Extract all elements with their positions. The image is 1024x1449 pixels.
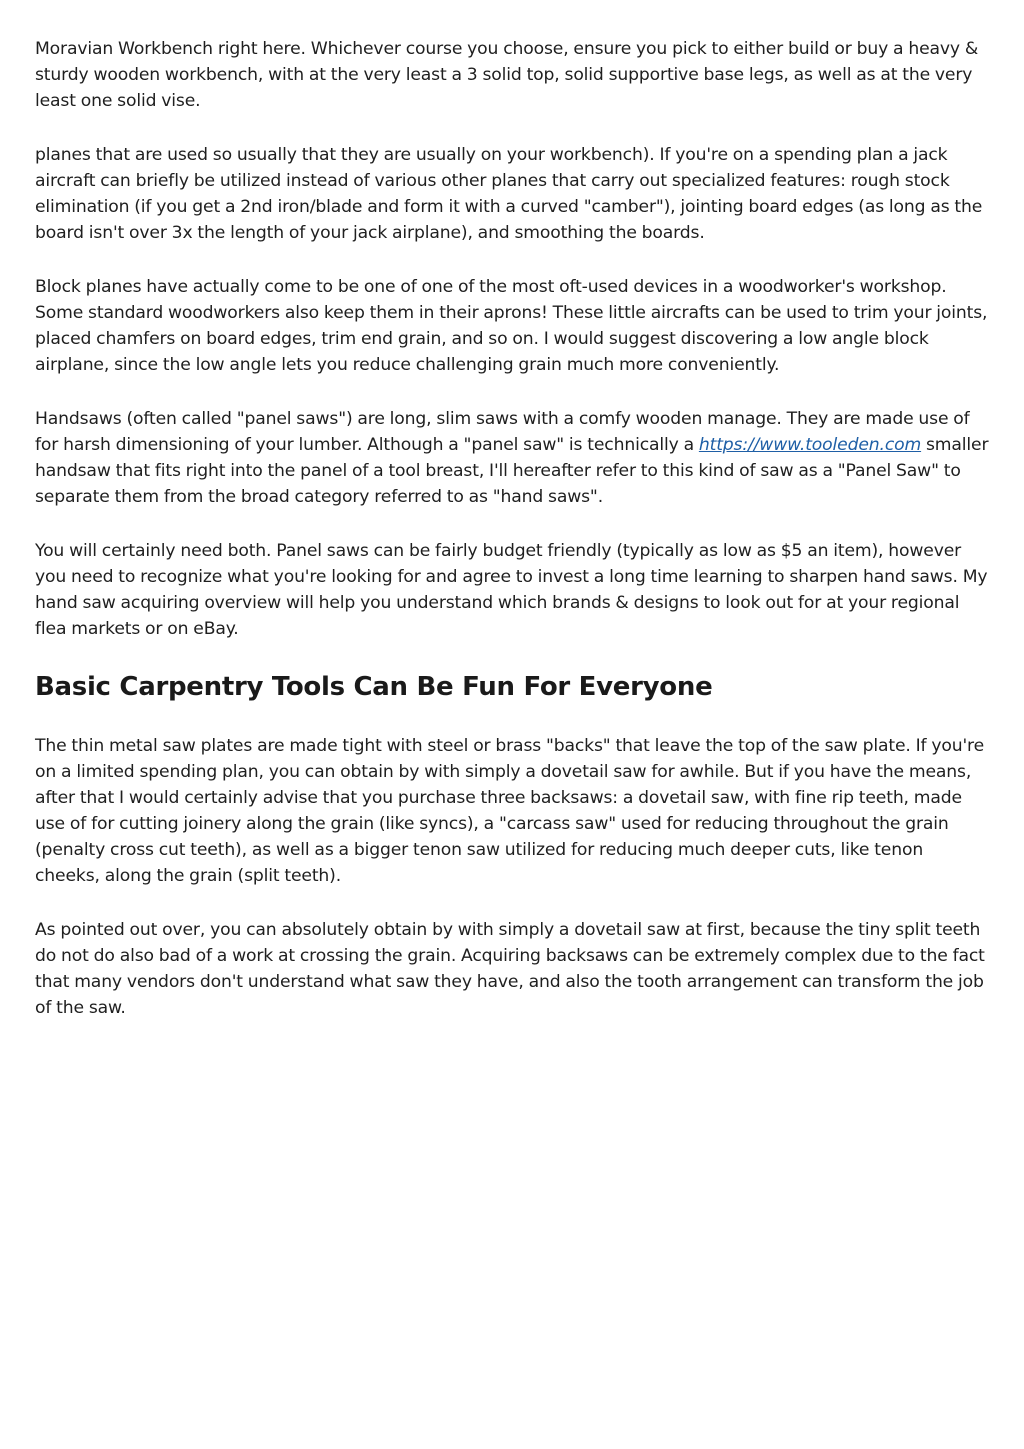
paragraph-workbench: Moravian Workbench right here. Whichever course you choose, ensure you pick to either build or buy a heavy & sturdy wooden workbench, with at the very least a 3 solid top, solid supportive base legs, as well as at the very least one solid vise. (35, 39, 979, 111)
paragraph-backsaws: The thin metal saw plates are made tight with steel or brass "backs" that leave the top of the saw plate. If you're on a limited spending plan, you can obtain by with simply a dovetail saw for awhile. But if you have the means, after that I would certainly advise that you purchase three backsaws: a dovetail saw, with fine rip teeth, made use of for cutting joinery along the grain (like syncs), a "carcass saw" used for reducing throughout the grain (penalty cross cut teeth), as well as a bigger tenon saw utilized for reducing much deeper cuts, like tenon cheeks, along the grain (split teeth). (35, 736, 985, 886)
handsaw-text-before-link: Handsaws (often called "panel saws") are long, slim saws with a comfy wooden manage. They are made use of for harsh dimensioning of your lumber. Although a "panel saw" is technically a (35, 409, 970, 455)
paragraph-block-planes: Block planes have actually come to be one of one of the most oft-used devices in a woodworker's workshop. Some standard woodworkers also keep them in their aprons! These little aircrafts can be used to trim your joints, placed chamfers on board edges, trim end grain, and so on. I would suggest discovering a low angle block airplane, since the low angle lets you reduce challenging grain much more conveniently. (35, 277, 988, 375)
section-heading: Basic Carpentry Tools Can Be Fun For Everyone (35, 672, 713, 702)
paragraph-dovetail-saw: As pointed out over, you can absolutely obtain by with simply a dovetail saw at first, because the tiny split teeth do not do also bad of a work at crossing the grain. Acquiring backsaws can be extremely complex due to the fact that many vendors don't understand what saw they have, and also the tooth arrangement can transform the job of the saw. (35, 920, 985, 1018)
document-page (35, 36, 990, 1049)
paragraph-panel-saw-budget: You will certainly need both. Panel saws can be fairly budget friendly (typically as low as $5 an item), however you need to recognize what you're looking for and agree to invest a long time learning to sharpen hand saws. My hand saw acquiring overview will help you understand which brands & designs to look out for at your regional flea markets or on eBay. (35, 541, 988, 639)
tooleden-link[interactable]: https://www.tooleden.com (698, 435, 922, 455)
paragraph-handsaws (35, 406, 990, 510)
handsaw-text-after-link: smaller handsaw that fits right into the panel of a tool breast, I'll hereafter refer to this kind of saw as a "Panel Saw" to separate them from the broad category referred to as "hand saws". (35, 435, 989, 507)
paragraph-jack-plane: planes that are used so usually that they are usually on your workbench). If you're on a spending plan a jack aircraft can briefly be utilized instead of various other planes that carry out specialized features: rough stock elimination (if you get a 2nd iron/blade and form it with a curved "camber"), jointing board edges (as long as the board isn't over 3x the length of your jack airplane), and smoothing the boards. (35, 145, 983, 243)
